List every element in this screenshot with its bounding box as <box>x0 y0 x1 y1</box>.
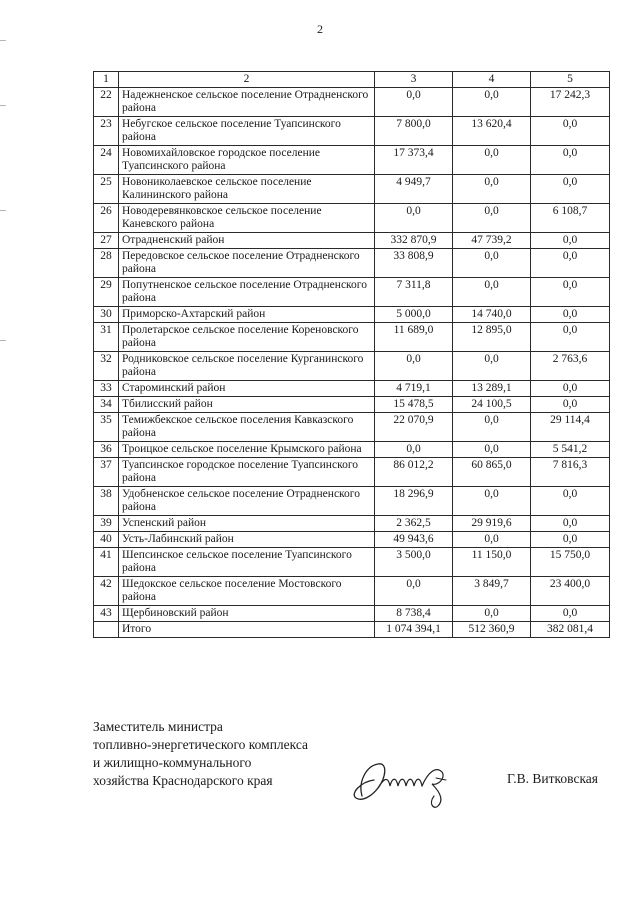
municipality-name: Родниковское сельское поселение Курганинского района <box>119 352 375 381</box>
row-number: 39 <box>94 516 119 532</box>
value-col-5: 0,0 <box>531 146 610 175</box>
row-number: 23 <box>94 117 119 146</box>
municipality-name: Шепсинское сельское поселение Туапсинского района <box>119 548 375 577</box>
value-col-5: 0,0 <box>531 381 610 397</box>
value-col-4: 13 289,1 <box>453 381 531 397</box>
value-col-3: 7 800,0 <box>375 117 453 146</box>
municipality-name: Новониколаевское сельское поселение Калининского района <box>119 175 375 204</box>
header-col-2: 2 <box>119 72 375 88</box>
total-number-cell <box>94 622 119 638</box>
value-col-3: 3 500,0 <box>375 548 453 577</box>
table-row <box>94 548 610 577</box>
row-number: 35 <box>94 413 119 442</box>
value-col-4: 29 919,6 <box>453 516 531 532</box>
table-row <box>94 323 610 352</box>
table-row <box>94 146 610 175</box>
municipality-name: Усть-Лабинский район <box>119 532 375 548</box>
value-col-4: 0,0 <box>453 413 531 442</box>
value-col-3: 11 689,0 <box>375 323 453 352</box>
value-col-3: 8 738,4 <box>375 606 453 622</box>
table-row <box>94 88 610 117</box>
table-row <box>94 175 610 204</box>
value-col-3: 5 000,0 <box>375 307 453 323</box>
table-row <box>94 352 610 381</box>
value-col-4: 0,0 <box>453 487 531 516</box>
value-col-3: 2 362,5 <box>375 516 453 532</box>
value-col-3: 49 943,6 <box>375 532 453 548</box>
value-col-5: 0,0 <box>531 323 610 352</box>
position-line: и жилищно-коммунального <box>93 755 252 770</box>
value-col-3: 86 012,2 <box>375 458 453 487</box>
row-number: 26 <box>94 204 119 233</box>
value-col-4: 0,0 <box>453 352 531 381</box>
row-number: 33 <box>94 381 119 397</box>
value-col-5: 0,0 <box>531 117 610 146</box>
value-col-5: 15 750,0 <box>531 548 610 577</box>
row-number: 28 <box>94 249 119 278</box>
value-col-3: 33 808,9 <box>375 249 453 278</box>
total-label: Итого <box>119 622 375 638</box>
municipality-name: Приморско-Ахтарский район <box>119 307 375 323</box>
scan-mark <box>0 40 6 41</box>
value-col-3: 0,0 <box>375 352 453 381</box>
row-number: 36 <box>94 442 119 458</box>
municipality-name: Попутненское сельское поселение Отрадненского района <box>119 278 375 307</box>
scan-mark <box>0 340 6 341</box>
total-row <box>94 622 610 638</box>
value-col-3: 0,0 <box>375 88 453 117</box>
value-col-3: 0,0 <box>375 204 453 233</box>
table-row <box>94 516 610 532</box>
position-line: топливно-энергетического комплекса <box>93 737 309 752</box>
row-number: 38 <box>94 487 119 516</box>
municipality-name: Небугское сельское поселение Туапсинского района <box>119 117 375 146</box>
header-col-5: 5 <box>531 72 610 88</box>
total-col-3: 1 074 394,1 <box>375 622 453 638</box>
table-row <box>94 532 610 548</box>
municipality-name: Удобненское сельское поселение Отрадненского района <box>119 487 375 516</box>
municipality-name: Надежненское сельское поселение Отрадненского района <box>119 88 375 117</box>
value-col-4: 0,0 <box>453 532 531 548</box>
header-col-4: 4 <box>453 72 531 88</box>
value-col-3: 0,0 <box>375 577 453 606</box>
row-number: 27 <box>94 233 119 249</box>
signer-name: Г.В. Витковская <box>507 771 599 786</box>
municipality-name: Шедокское сельское поселение Мостовского района <box>119 577 375 606</box>
value-col-4: 47 739,2 <box>453 233 531 249</box>
total-col-5: 382 081,4 <box>531 622 610 638</box>
value-col-4: 24 100,5 <box>453 397 531 413</box>
value-col-3: 18 296,9 <box>375 487 453 516</box>
table-row <box>94 233 610 249</box>
page-number: 2 <box>317 22 323 36</box>
row-number: 37 <box>94 458 119 487</box>
value-col-5: 0,0 <box>531 249 610 278</box>
row-number: 31 <box>94 323 119 352</box>
municipality-name: Туапсинское городское поселение Туапсинского района <box>119 458 375 487</box>
value-col-5: 0,0 <box>531 606 610 622</box>
municipality-name: Староминский район <box>119 381 375 397</box>
value-col-5: 0,0 <box>531 307 610 323</box>
scan-mark <box>0 105 6 106</box>
value-col-5: 7 816,3 <box>531 458 610 487</box>
row-number: 32 <box>94 352 119 381</box>
table-row <box>94 606 610 622</box>
value-col-5: 17 242,3 <box>531 88 610 117</box>
value-col-4: 0,0 <box>453 146 531 175</box>
value-col-4: 3 849,7 <box>453 577 531 606</box>
value-col-4: 13 620,4 <box>453 117 531 146</box>
value-col-5: 29 114,4 <box>531 413 610 442</box>
table-row <box>94 458 610 487</box>
table-header-row <box>94 72 610 88</box>
scan-mark <box>0 210 6 211</box>
row-number: 34 <box>94 397 119 413</box>
row-number: 43 <box>94 606 119 622</box>
table-row <box>94 413 610 442</box>
value-col-5: 0,0 <box>531 233 610 249</box>
position-line: Заместитель министра <box>93 719 223 734</box>
value-col-3: 7 311,8 <box>375 278 453 307</box>
municipality-name: Троицкое сельское поселение Крымского района <box>119 442 375 458</box>
row-number: 22 <box>94 88 119 117</box>
table-row <box>94 307 610 323</box>
table-row <box>94 249 610 278</box>
value-col-4: 0,0 <box>453 606 531 622</box>
handwritten-signature <box>348 752 463 812</box>
value-col-4: 0,0 <box>453 204 531 233</box>
municipality-name: Темижбекское сельское поселения Кавказского района <box>119 413 375 442</box>
row-number: 42 <box>94 577 119 606</box>
municipality-name: Новодеревянковское сельское поселение Каневского района <box>119 204 375 233</box>
table-row <box>94 442 610 458</box>
value-col-4: 0,0 <box>453 442 531 458</box>
value-col-5: 23 400,0 <box>531 577 610 606</box>
municipality-name: Отрадненский район <box>119 233 375 249</box>
value-col-5: 5 541,2 <box>531 442 610 458</box>
table-row <box>94 204 610 233</box>
value-col-5: 0,0 <box>531 175 610 204</box>
table-row <box>94 487 610 516</box>
table-row <box>94 397 610 413</box>
value-col-3: 22 070,9 <box>375 413 453 442</box>
municipality-name: Успенский район <box>119 516 375 532</box>
value-col-4: 60 865,0 <box>453 458 531 487</box>
value-col-5: 6 108,7 <box>531 204 610 233</box>
municipality-name: Новомихайловское городское поселение Туапсинского района <box>119 146 375 175</box>
value-col-3: 15 478,5 <box>375 397 453 413</box>
value-col-5: 0,0 <box>531 516 610 532</box>
row-number: 29 <box>94 278 119 307</box>
value-col-4: 14 740,0 <box>453 307 531 323</box>
row-number: 24 <box>94 146 119 175</box>
row-number: 41 <box>94 548 119 577</box>
row-number: 30 <box>94 307 119 323</box>
value-col-3: 0,0 <box>375 442 453 458</box>
value-col-5: 0,0 <box>531 487 610 516</box>
municipality-name: Пролетарское сельское поселение Кореновского района <box>119 323 375 352</box>
row-number: 40 <box>94 532 119 548</box>
header-col-1: 1 <box>94 72 119 88</box>
value-col-4: 12 895,0 <box>453 323 531 352</box>
value-col-4: 0,0 <box>453 249 531 278</box>
value-col-5: 0,0 <box>531 532 610 548</box>
value-col-3: 17 373,4 <box>375 146 453 175</box>
value-col-3: 4 719,1 <box>375 381 453 397</box>
municipality-name: Передовское сельское поселение Отрадненского района <box>119 249 375 278</box>
value-col-5: 0,0 <box>531 397 610 413</box>
value-col-3: 332 870,9 <box>375 233 453 249</box>
value-col-5: 0,0 <box>531 278 610 307</box>
table-row <box>94 278 610 307</box>
header-col-3: 3 <box>375 72 453 88</box>
value-col-5: 2 763,6 <box>531 352 610 381</box>
position-line: хозяйства Краснодарского края <box>93 773 273 788</box>
municipality-name: Тбилисский район <box>119 397 375 413</box>
funding-table <box>93 71 610 638</box>
table-row <box>94 381 610 397</box>
value-col-4: 0,0 <box>453 88 531 117</box>
table-row <box>94 117 610 146</box>
municipality-name: Щербиновский район <box>119 606 375 622</box>
value-col-4: 0,0 <box>453 278 531 307</box>
total-col-4: 512 360,9 <box>453 622 531 638</box>
footer-position <box>93 718 308 790</box>
value-col-4: 11 150,0 <box>453 548 531 577</box>
value-col-4: 0,0 <box>453 175 531 204</box>
row-number: 25 <box>94 175 119 204</box>
value-col-3: 4 949,7 <box>375 175 453 204</box>
table-row <box>94 577 610 606</box>
